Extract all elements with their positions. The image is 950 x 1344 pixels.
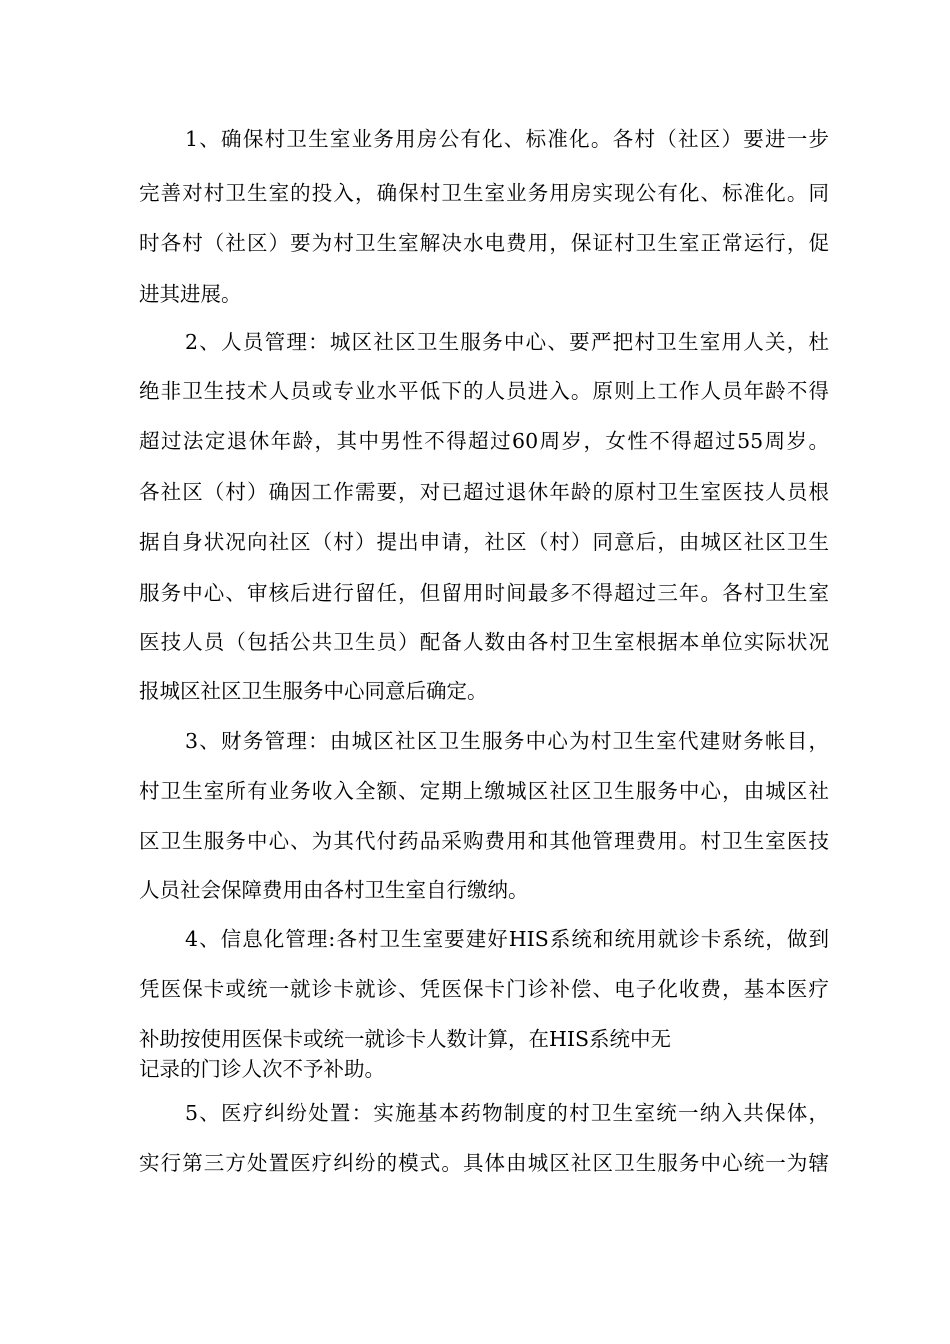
- paragraph-1-line-3: 时各村（社区）要为村卫生室解决水电费用，保证村卫生室正常运行，促: [139, 231, 829, 255]
- paragraph-3-line-1: 3、财务管理：由城区社区卫生服务中心为村卫生室代建财务帐目，: [185, 729, 829, 753]
- paragraph-2-line-8: 报城区社区卫生服务中心同意后确定。: [139, 679, 488, 703]
- paragraph-4-line-4: 记录的门诊人次不予补助。: [139, 1057, 385, 1081]
- paragraph-4-line-3: 补助按使用医保卡或统一就诊卡人数计算，在HIS系统中无: [139, 1027, 672, 1051]
- paragraph-3-line-3: 区卫生服务中心、为其代付药品采购费用和其他管理费用。村卫生室医技: [139, 829, 829, 853]
- paragraph-2-line-5: 据自身状况向社区（村）提出申请，社区（村）同意后，由城区社区卫生: [139, 530, 829, 554]
- paragraph-5-line-2: 实行第三方处置医疗纠纷的模式。具体由城区社区卫生服务中心统一为辖: [139, 1151, 829, 1175]
- paragraph-4-line-2: 凭医保卡或统一就诊卡就诊、凭医保卡门诊补偿、电子化收费，基本医疗: [139, 977, 829, 1001]
- paragraph-2-line-7: 医技人员（包括公共卫生员）配备人数由各村卫生室根据本单位实际状况: [139, 630, 829, 654]
- paragraph-1-line-1: 1、确保村卫生室业务用房公有化、标准化。各村（社区）要进一步: [185, 127, 829, 151]
- paragraph-2-line-4: 各社区（村）确因工作需要，对已超过退休年龄的原村卫生室医技人员根: [139, 480, 829, 504]
- paragraph-1-line-4: 进其进展。: [139, 282, 242, 306]
- paragraph-2-line-3: 超过法定退休年龄，其中男性不得超过60周岁，女性不得超过55周岁。: [139, 429, 829, 453]
- paragraph-2-line-2: 绝非卫生技术人员或专业水平低下的人员进入。原则上工作人员年龄不得: [139, 379, 829, 403]
- paragraph-4-line-1: 4、信息化管理:各村卫生室要建好HIS系统和统用就诊卡系统，做到: [185, 927, 829, 951]
- paragraph-5-line-1: 5、医疗纠纷处置：实施基本药物制度的村卫生室统一纳入共保体，: [185, 1101, 829, 1125]
- paragraph-3-line-2: 村卫生室所有业务收入全额、定期上缴城区社区卫生服务中心，由城区社: [139, 779, 829, 803]
- paragraph-2-line-6: 服务中心、审核后进行留任，但留用时间最多不得超过三年。各村卫生室: [139, 581, 829, 605]
- paragraph-2-line-1: 2、人员管理：城区社区卫生服务中心、要严把村卫生室用人关，杜: [185, 330, 829, 354]
- paragraph-3-line-4: 人员社会保障费用由各村卫生室自行缴纳。: [139, 878, 529, 902]
- paragraph-1-line-2: 完善对村卫生室的投入，确保村卫生室业务用房实现公有化、标准化。同: [139, 181, 829, 205]
